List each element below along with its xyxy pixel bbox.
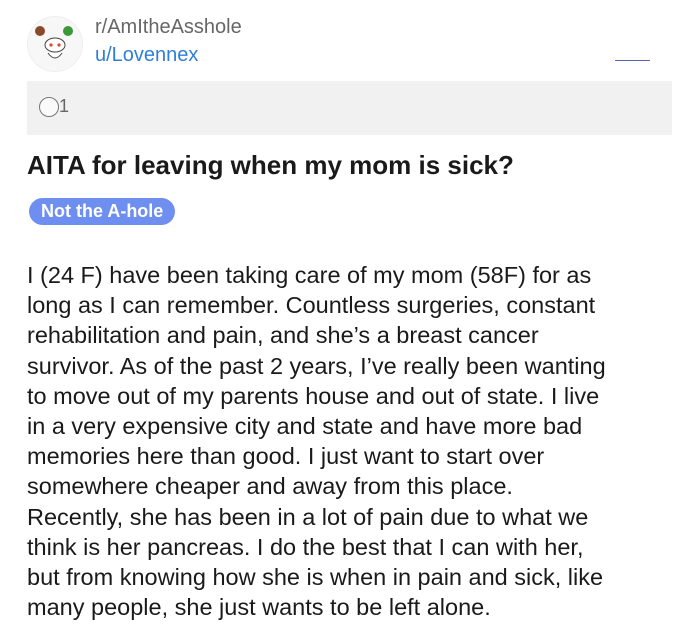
body-line: many people, she just wants to be left alone. <box>27 594 491 621</box>
body-line: long as I can remember. Countless surgeries, constant <box>27 292 596 319</box>
body-line: survivor. As of the past 2 years, I’ve really been wanting <box>27 352 606 379</box>
subreddit-avatar[interactable] <box>27 16 83 72</box>
award-count: 1 <box>59 96 70 116</box>
body-line: memories here than good. I just want to start over <box>27 443 545 470</box>
username-link[interactable]: u/Lovennex <box>95 44 199 66</box>
divider <box>615 60 650 61</box>
body-line: somewhere cheaper and away from this place. <box>27 473 513 500</box>
body-line: Recently, she has been in a lot of pain due to what we <box>27 503 589 530</box>
body-line: in a very expensive city and state and have more bad <box>27 412 583 439</box>
subreddit-name[interactable]: r/AmItheAsshole <box>95 16 242 38</box>
body-line: but from knowing how she is when in pain and sick, like <box>27 563 604 590</box>
body-line: think is her pancreas. I do the best that I can with her, <box>27 533 584 560</box>
snoo-icon <box>28 17 82 71</box>
body-line: rehabilitation and pain, and she’s a breast cancer <box>27 322 539 349</box>
body-line: I (24 F) have been taking care of my mom (58F) for as <box>27 262 592 288</box>
awards-bar <box>27 81 672 135</box>
award-icon <box>39 97 59 117</box>
post-body <box>27 260 606 622</box>
flair-badge: Not the A-hole <box>29 198 175 225</box>
post-title: AITA for leaving when my mom is sick? <box>27 150 514 180</box>
body-line: to move out of my parents house and out of state. I live <box>27 382 600 409</box>
award[interactable] <box>39 96 69 117</box>
